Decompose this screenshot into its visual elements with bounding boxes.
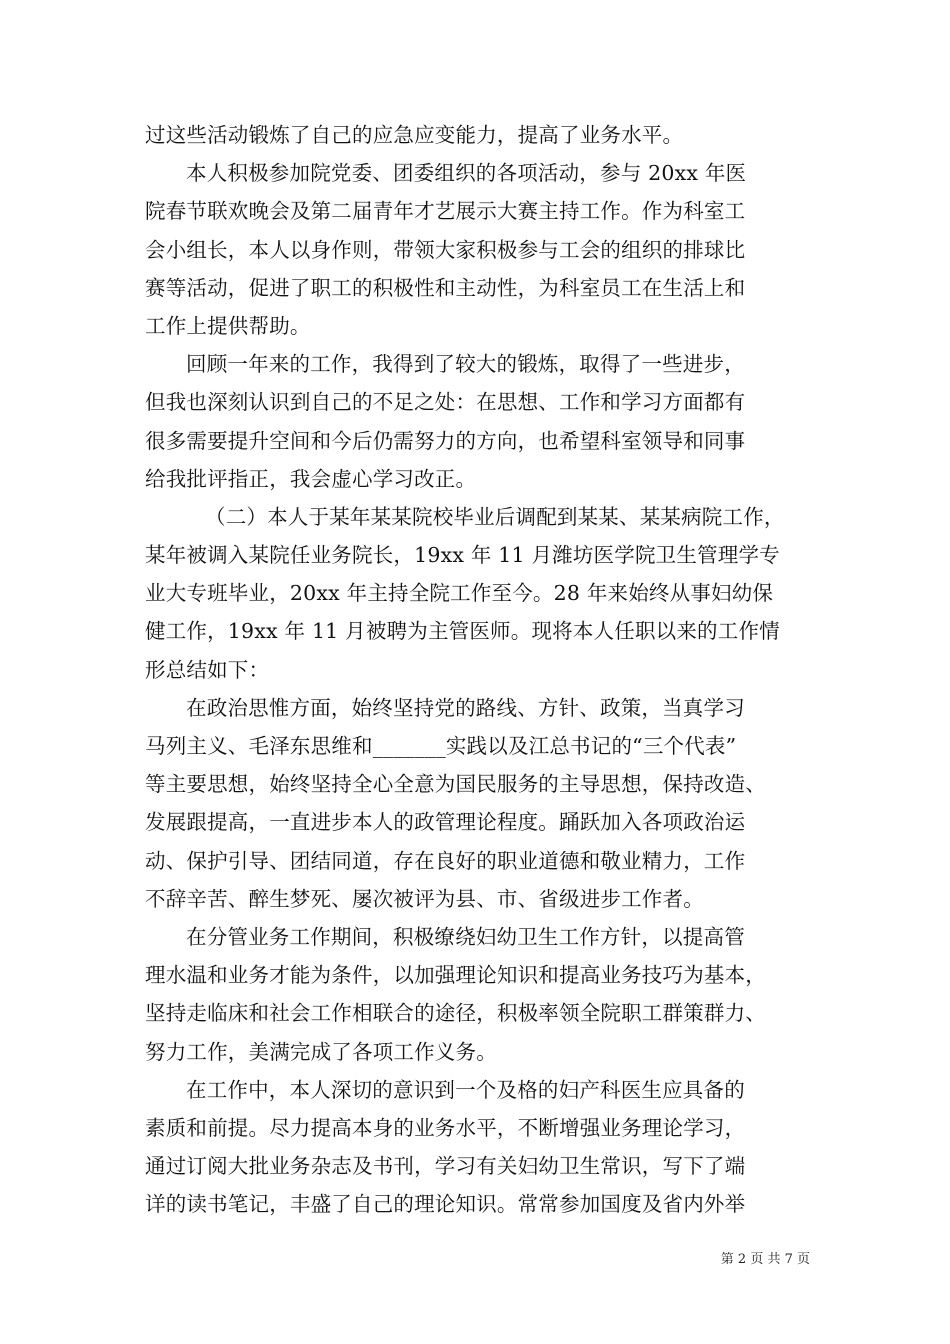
text-line: 在政治思惟方面，始终坚持党的路线、方针、政策，当真学习 <box>186 695 745 720</box>
text-line: 详的读书笔记，丰盛了自己的理论知识。常常参加国度及省内外举 <box>145 1192 746 1217</box>
text-line: 健工作，19xx 年 11 月被聘为主管医师。现将本人任职以来的工作情 <box>145 619 780 644</box>
text-line: 在工作中，本人深切的意识到一个及格的妇产科医生应具备的 <box>186 1077 745 1102</box>
text-line: 动、保护引导、团结同道，存在良好的职业道德和敬业精力，工作 <box>145 848 746 873</box>
text-line: 工作上提供帮助。 <box>145 313 311 338</box>
text-line: 院春节联欢晚会及第二届青年才艺展示大赛主持工作。作为科室工 <box>145 199 746 224</box>
text-line: 过这些活动锻炼了自己的应急应变能力，提高了业务水平。 <box>145 123 684 147</box>
text-line: 很多需要提升空间和今后仍需努力的方向，也希望科室领导和同事 <box>145 428 746 453</box>
text-line: 发展跟提高，一直进步本人的政管理论程度。踊跃加入各项政治运 <box>145 810 746 835</box>
text-line: 给我批评指正，我会虚心学习改正。 <box>145 466 477 491</box>
text-line: 素质和前提。尽力提高本身的业务水平，不断增强业务理论学习， <box>145 1115 746 1140</box>
document-body <box>145 116 815 1223</box>
text-line: 但我也深刻认识到自己的不足之处：在思想、工作和学习方面都有 <box>145 390 746 415</box>
text-line: 形总结如下： <box>145 657 270 682</box>
text-line: （二）本人于某年某某院校毕业后调配到某某、某某病院工作， <box>205 504 785 529</box>
text-line: 等主要思想，始终坚持全心全意为国民服务的主导思想，保持改造、 <box>145 772 766 797</box>
text-line: 坚持走临床和社会工作相联合的途径，积极率领全院职工群策群力、 <box>145 1001 766 1026</box>
text-line: 回顾一年来的工作，我得到了较大的锻炼，取得了一些进步， <box>186 352 745 377</box>
text-line: 业大专班毕业，20xx 年主持全院工作至今。28 年来始终从事妇幼保 <box>145 581 774 606</box>
text-line: 通过订阅大批业务杂志及书刊，学习有关妇幼卫生常识，写下了端 <box>145 1154 746 1179</box>
text-line: 理水温和业务才能为条件，以加强理论知识和提高业务技巧为基本， <box>145 963 766 988</box>
text-line: 努力工作，美满完成了各项工作义务。 <box>145 1039 497 1064</box>
text-line: 某年被调入某院任业务院长，19xx 年 11 月潍坊医学院卫生管理学专 <box>145 543 780 568</box>
text-line: 在分管业务工作期间，积极缭绕妇幼卫生工作方针，以提高管 <box>186 924 745 949</box>
page-number-footer: 第 2 页 共 7 页 <box>720 1252 810 1267</box>
text-line: 马列主义、毛泽东思维和_______实践以及江总书记的“三个代表” <box>145 734 737 758</box>
text-line: 赛等活动，促进了职工的积极性和主动性，为科室员工在生活上和 <box>145 275 746 300</box>
text-line: 会小组长，本人以身作则，带领大家积极参与工会的组织的排球比 <box>145 237 746 262</box>
text-line: 不辞辛苦、醉生梦死、屡次被评为县、市、省级进步工作者。 <box>145 886 704 911</box>
text-line: 本人积极参加院党委、团委组织的各项活动，参与 20xx 年医 <box>186 161 747 186</box>
